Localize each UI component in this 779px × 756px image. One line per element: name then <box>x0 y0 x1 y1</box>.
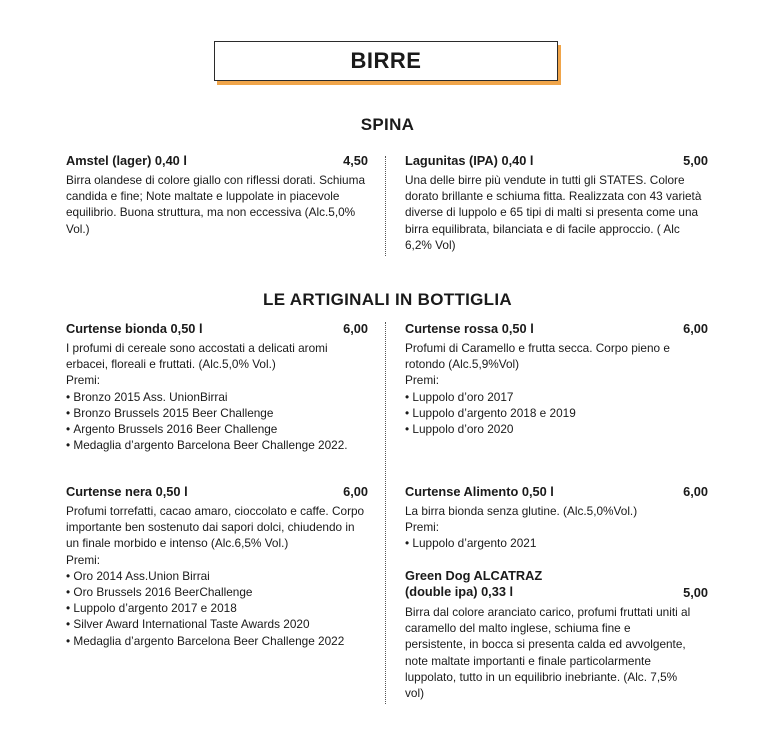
awards-list <box>405 535 708 551</box>
awards-list <box>405 389 708 438</box>
award-item: • Luppolo d’argento 2017 e 2018 <box>66 600 368 616</box>
item-price: 6,00 <box>343 484 368 499</box>
menu-item-curtense-alimento <box>405 484 708 552</box>
section-title-bottiglia: LE ARTIGINALI IN BOTTIGLIA <box>263 290 512 309</box>
awards-label: Premi: <box>405 373 440 388</box>
item-description: Profumi torrefatti, cacao amaro, cioccolato e caffe. Corpo importante ben sostenuto dai sapori dolci, chiudendo in un finale morbido e intenso (Alc.6,5% Vol.) <box>66 504 365 551</box>
item-description: I profumi di cereale sono accostati a delicati aromi erbacei, floreali e fruttati. (Alc.5,0% Vol.) <box>66 341 328 372</box>
award-item: • Luppolo d’oro 2017 <box>405 389 708 405</box>
item-price: 6,00 <box>683 321 708 336</box>
item-price: 5,00 <box>683 153 708 168</box>
item-description: Profumi di Caramello e frutta secca. Corpo pieno e rotondo (Alc.5,9%Vol) <box>405 341 670 372</box>
item-name: Curtense rossa 0,50 l <box>405 321 534 336</box>
item-price: 6,00 <box>683 484 708 499</box>
awards-label: Premi: <box>405 520 440 535</box>
menu-item-curtense-nera <box>66 484 368 649</box>
item-price: 5,00 <box>683 585 708 600</box>
item-name: Curtense Alimento 0,50 l <box>405 484 554 499</box>
item-name: Curtense nera 0,50 l <box>66 484 188 499</box>
award-item: • Oro Brussels 2016 BeerChallenge <box>66 584 368 600</box>
award-item: • Bronzo Brussels 2015 Beer Challenge <box>66 405 368 421</box>
item-description: La birra bionda senza glutine. (Alc.5,0%Vol.) <box>405 504 638 518</box>
menu-item-curtense-bionda <box>66 321 368 453</box>
award-item: • Medaglia d’argento Barcelona Beer Challenge 2022. <box>66 437 368 453</box>
page-title: BIRRE <box>214 41 558 81</box>
item-price: 4,50 <box>343 153 368 168</box>
award-item: • Medaglia d’argento Barcelona Beer Challenge 2022 <box>66 633 368 649</box>
column-divider <box>385 156 386 256</box>
awards-label: Premi: <box>66 373 101 388</box>
item-name-line2: (double ipa) 0,33 l <box>405 584 514 599</box>
item-name: Lagunitas (IPA) 0,40 l <box>405 153 534 168</box>
awards-list <box>66 568 368 649</box>
award-item: • Silver Award International Taste Awards 2020 <box>66 616 368 632</box>
item-name-line1: Green Dog ALCATRAZ <box>405 568 543 583</box>
award-item: • Luppolo d’argento 2018 e 2019 <box>405 405 708 421</box>
award-item: • Oro 2014 Ass.Union Birrai <box>66 568 368 584</box>
award-item: • Luppolo d’argento 2021 <box>405 535 708 551</box>
award-item: • Argento Brussels 2016 Beer Challenge <box>66 421 368 437</box>
item-price: 6,00 <box>343 321 368 336</box>
item-description: Una delle birre più vendute in tutti gli STATES. Colore dorato brillante e schiuma fitta. Realizzata con 43 varietà diverse di luppolo e 65 tipi di malti si presenta come una birra equilibrata, bilanciata e di facile approccio. ( Alc 6,2% Vol) <box>405 173 702 252</box>
item-description: Birra dal colore aranciato carico, profumi fruttati uniti al caramello del malto inglese, schiuma fine e persistente, in bocca si presenta calda ed avvolgente, note maltate importanti e finale particolarmente luppolato, tutto in un equilibrio inebriante. (Alc. 7,5% vol) <box>405 605 691 701</box>
column-divider <box>385 322 386 704</box>
menu-item-curtense-rossa <box>405 321 708 437</box>
section-title-spina: SPINA <box>360 115 415 134</box>
item-name: Amstel (lager) 0,40 l <box>66 153 187 168</box>
award-item: • Luppolo d’oro 2020 <box>405 421 708 437</box>
awards-list <box>66 389 368 454</box>
item-description: Birra olandese di colore giallo con riflessi dorati. Schiuma candida e fine; Note maltate e luppolate in piacevole equilibrio. Buona struttura, ma non eccessiva (Alc.5,0% Vol.) <box>66 173 366 236</box>
menu-item-green-dog-alcatraz <box>405 568 708 701</box>
menu-item-amstel <box>66 153 368 237</box>
item-name <box>405 568 542 600</box>
award-item: • Bronzo 2015 Ass. UnionBirrai <box>66 389 368 405</box>
item-name: Curtense bionda 0,50 l <box>66 321 203 336</box>
awards-label: Premi: <box>66 552 101 567</box>
menu-item-lagunitas <box>405 153 708 253</box>
